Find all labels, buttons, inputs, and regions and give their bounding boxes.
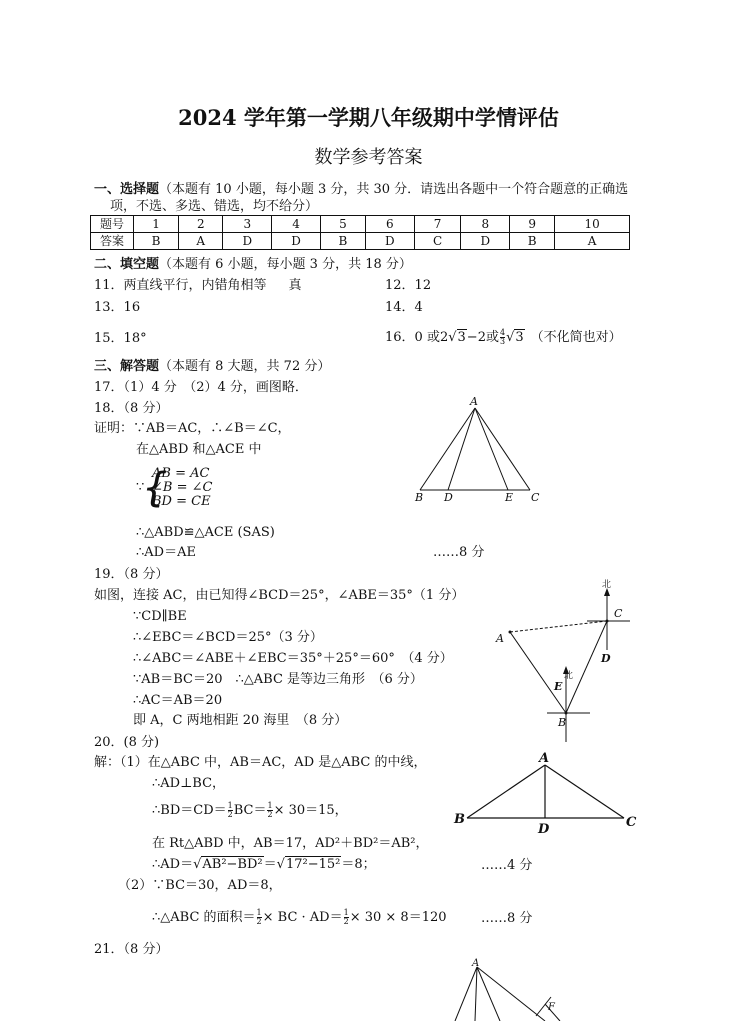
table-cell: 4	[272, 216, 321, 233]
question-19-line-5: ∵AB＝BC＝20 ∴△ABC 是等边三角形 （6 分）	[133, 672, 423, 687]
table-cell: 5	[320, 216, 365, 233]
table-cell: D	[365, 233, 414, 250]
table-cell: A	[179, 233, 223, 250]
label-B: B	[454, 812, 465, 827]
row-header-answer: 答案	[91, 233, 134, 250]
table-cell: D	[461, 233, 510, 250]
section-3-desc: （本题有 8 大题，共 72 分）	[159, 359, 331, 374]
answer-11-text: 11．两直线平行，内错角相等	[94, 278, 267, 293]
question-21-head: 21．（8 分）	[94, 942, 169, 957]
label-D: D	[601, 652, 611, 665]
question-19-head: 19．（8 分）	[94, 567, 169, 582]
label-A: A	[496, 632, 504, 645]
section-1-label: 一、选择题	[94, 182, 160, 197]
north-label-1: 北	[602, 580, 612, 590]
label-E: E	[554, 680, 563, 693]
fraction-denominator: 2	[256, 917, 262, 926]
table-cell: D	[272, 233, 321, 250]
label-B: B	[558, 716, 567, 729]
fraction-numerator: 1	[267, 801, 273, 810]
table-cell: A	[555, 233, 630, 250]
question-20-score-1: ……4 分	[481, 858, 533, 873]
page-title: 2024 学年第一学期八年级期中学情评估	[178, 105, 559, 130]
table-cell: 8	[461, 216, 510, 233]
table-cell: B	[134, 233, 179, 250]
line-3-mid: BC＝	[233, 803, 267, 818]
question-19-line-7: 即 A，C 两地相距 20 海里 （8 分）	[133, 713, 348, 728]
table-cell: 3	[223, 216, 272, 233]
table-cell: 6	[365, 216, 414, 233]
fraction-denominator: 2	[227, 810, 233, 819]
answer-16: 16．0 或2√3−2或 $\frac{4}{3}$ √3 （不化简也对）	[385, 328, 622, 346]
label-F: F	[548, 1002, 555, 1013]
radicand-2: 17²−15²	[285, 857, 341, 872]
fraction-numerator: 1	[343, 908, 349, 917]
label-B: B	[415, 491, 424, 504]
question-20-line-2: ∴AD⊥BC，	[152, 776, 226, 791]
question-18-line-4: ∴AD＝AE	[136, 545, 196, 560]
answer-11-b: 真	[288, 278, 302, 293]
fraction-numerator: 1	[227, 801, 233, 810]
table-cell: C	[414, 233, 461, 250]
answer-16-radicand-2: 3	[515, 330, 524, 345]
question-20-line-5: ∴AD＝√AB²−BD²＝√17²−15²＝8；	[152, 857, 376, 872]
section-1-desc-2: 项，不选、多选、错选，均不给分）	[110, 199, 319, 214]
label-E: E	[505, 491, 514, 504]
label-A: A	[472, 958, 480, 969]
question-19-line-6: ∴AC＝AB＝20	[133, 693, 223, 708]
north-label-2: 北	[564, 671, 574, 681]
label-A: A	[539, 751, 550, 766]
answer-13: 13．16	[94, 300, 141, 315]
question-19-line-2: ∵CD∥BE	[133, 609, 187, 624]
line-3-post: × 30＝15，	[273, 803, 348, 818]
section-2-label: 二、填空题	[94, 257, 160, 272]
label-A: A	[470, 395, 478, 408]
question-18-line-1: 证明：∵AB＝AC，∴∠B＝∠C，	[94, 421, 291, 436]
answer-14: 14．4	[385, 300, 423, 315]
answer-16-radicand-1: 3	[457, 330, 466, 345]
because-symbol: ∵	[136, 480, 145, 495]
brace-icon: {	[142, 465, 168, 511]
row-header-number: 题号	[91, 216, 134, 233]
question-20-head: 20．(8 分)	[94, 735, 160, 750]
table-cell: 2	[179, 216, 223, 233]
answer-16-note: （不化简也对）	[530, 330, 622, 345]
line-5-mid: ＝	[263, 857, 277, 872]
answer-15: 15．18°	[94, 331, 147, 346]
answer-16-mid: −2或	[466, 330, 499, 345]
question-20-line-1: 解：（1）在△ABC 中，AB＝AC，AD 是△ABC 的中线，	[94, 755, 427, 770]
fraction-denominator: 2	[267, 810, 273, 819]
line-7-post: × 30 × 8＝120	[349, 910, 447, 925]
question-18-line-3: ∴△ABD≌△ACE (SAS)	[136, 525, 275, 540]
radicand-1: AB²−BD²	[202, 857, 263, 872]
question-19-line-1: 如图，连接 AC，由已知得∠BCD＝25°，∠ABE＝35°（1 分）	[94, 588, 465, 603]
table-cell: 10	[555, 216, 630, 233]
fraction-numerator: 4	[499, 328, 506, 337]
page-subtitle: 数学参考答案	[314, 147, 423, 168]
section-3-label: 三、解答题	[94, 359, 160, 374]
system-eq-1: AB = AC	[152, 466, 210, 481]
fraction-denominator: 2	[343, 917, 349, 926]
label-D: D	[538, 822, 550, 837]
fraction-denominator: 3	[499, 337, 506, 346]
fraction-numerator: 1	[256, 908, 262, 917]
table-cell: 7	[414, 216, 461, 233]
question-18-score: ……8 分	[433, 545, 485, 560]
question-17: 17．（1）4 分 （2）4 分，画图略．	[94, 380, 308, 395]
question-18-line-2: 在△ABD 和△ACE 中	[136, 442, 262, 457]
table-cell: D	[223, 233, 272, 250]
section-1-desc: （本题有 10 小题，每小题 3 分，共 30 分．请选出各题中一个符合题意的正确选	[159, 182, 629, 197]
table-cell: 9	[510, 216, 555, 233]
label-D: D	[444, 491, 453, 504]
table-cell: B	[320, 233, 365, 250]
question-20-line-4: 在 Rt△ABD 中，AB＝17，AD²＋BD²＝AB²，	[152, 836, 429, 851]
line-7-mid: × BC · AD＝	[262, 910, 343, 925]
section-2-desc: （本题有 6 小题，每小题 3 分，共 18 分）	[159, 257, 412, 272]
line-5-pre: ∴AD＝	[152, 857, 194, 872]
label-C: C	[626, 815, 637, 830]
question-19-line-4: ∴∠ABC＝∠ABE＋∠EBC＝35°＋25°＝60° （4 分）	[133, 651, 453, 666]
table-cell: 1	[134, 216, 179, 233]
question-19-line-3: ∴∠EBC＝∠BCD＝25°（3 分）	[133, 630, 323, 645]
answer-16-pre: 16．0 或	[385, 330, 440, 345]
question-18-head: 18．（8 分）	[94, 401, 169, 416]
answer-12: 12．12	[385, 278, 432, 293]
line-3-pre: ∴BD＝CD＝	[152, 803, 227, 818]
label-C: C	[531, 491, 540, 504]
question-20-line-6: （2）∵BC＝30，AD＝8，	[118, 878, 282, 893]
table-cell: B	[510, 233, 555, 250]
system-eq-2: ∠B = ∠C	[152, 480, 213, 495]
system-eq-3: BD = CE	[152, 494, 211, 509]
label-C: C	[614, 607, 623, 620]
question-20-score-2: ……8 分	[481, 911, 533, 926]
line-5-post: ＝8；	[341, 857, 376, 872]
line-7-pre: ∴△ABC 的面积＝	[152, 910, 256, 925]
